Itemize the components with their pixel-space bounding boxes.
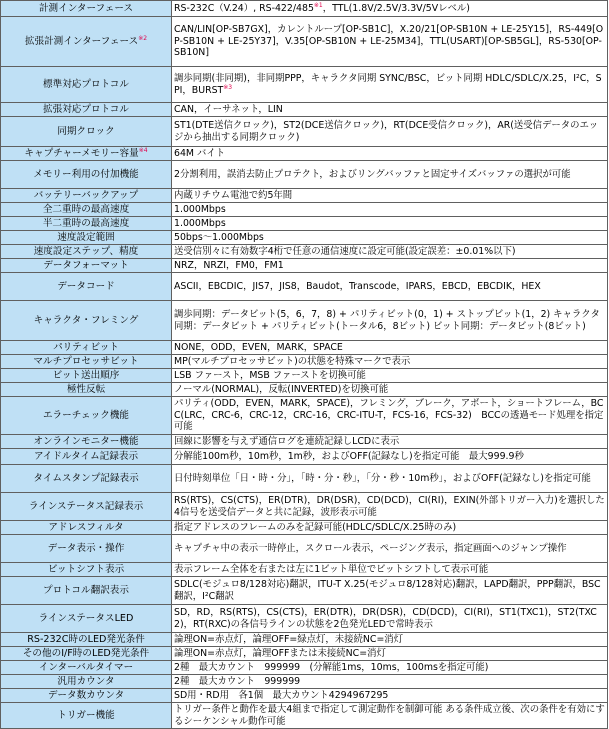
row-label: 拡張対応プロトコル [1, 103, 172, 117]
row-value: 送受信別々に有効数字4桁で任意の通信速度に設定可能(設定誤差：±0.01%以下) [172, 245, 608, 259]
table-row [1, 189, 608, 203]
table-row [1, 103, 608, 117]
row-label: データフォーマット [1, 259, 172, 273]
row-value: 50bps～1.000Mbps [172, 231, 608, 245]
row-label: 汎用カウンタ [1, 675, 172, 689]
table-row [1, 493, 608, 521]
table-row [1, 675, 608, 689]
row-label: マルチプロセッサビット [1, 355, 172, 369]
row-label: バッテリーバックアップ [1, 189, 172, 203]
row-value: キャプチャ中の表示一時停止，スクロール表示，ページング表示，指定画面へのジャンプ操作 [172, 535, 608, 563]
table-row [1, 647, 608, 661]
row-value: 論理ON=赤点灯，論理OFFまたは未接続NC=消灯 [172, 647, 608, 661]
row-label: 速度設定ステップ、精度 [1, 245, 172, 259]
table-row [1, 117, 608, 147]
row-value: 1.000Mbps [172, 217, 608, 231]
row-label: 同期クロック [1, 117, 172, 147]
table-row [1, 67, 608, 103]
table-row [1, 689, 608, 703]
table-row [1, 521, 608, 535]
row-value: 日付時刻単位「日・時・分」，「時・分・秒」，「分・秒・10m秒」，およびOFF(記録なし)を指定可能 [172, 465, 608, 493]
table-row [1, 465, 608, 493]
table-row [1, 301, 608, 341]
row-label: データコード [1, 273, 172, 301]
row-value: ノーマル(NORMAL)，反転(INVERTED)を切換可能 [172, 383, 608, 397]
row-value: 調歩同期(非同期)，非同期PPP，キャラクタ同期 SYNC/BSC，ビット同期 HDLC/SDLC/X.25，I²C，SPI，BURST$^{※3}$ [172, 67, 608, 103]
row-value: 表示フレーム全体を右または左に1ビット単位でビットシフトして表示可能 [172, 563, 608, 577]
table-row [1, 369, 608, 383]
row-value: NRZ，NRZI，FM0，FM1 [172, 259, 608, 273]
row-label: その他のI/F時のLED発光条件 [1, 647, 172, 661]
row-value: ST1(DTE送信クロック)，ST2(DCE送信クロック)，RT(DCE受信クロック)，AR(送受信データのエッジから抽出する同期クロック) [172, 117, 608, 147]
table-row [1, 703, 608, 729]
footnote-mark: ※2 [138, 34, 148, 42]
row-value: 内蔵リチウム電池で約5年間 [172, 189, 608, 203]
table-row [1, 633, 608, 647]
row-label: パリティビット [1, 341, 172, 355]
table-row [1, 147, 608, 161]
row-label: キャプチャーメモリー容量$^{※4}$ [1, 147, 172, 161]
table-row [1, 435, 608, 449]
row-value: 64M バイト [172, 147, 608, 161]
footnote-mark: ※4 [138, 146, 148, 154]
row-label: メモリー利用の付加機能 [1, 161, 172, 189]
row-value: 回線に影響を与えず通信ログを連続記録しLCDに表示 [172, 435, 608, 449]
row-value: 調歩同期：データビット(5，6，7，8) + パリティビット(0，1) + ストップビット(1，2) キャラクタ同期：データビット + パリティビット(トータル6，8ビット) ビット同期：データビット(8ビット) [172, 301, 608, 341]
row-value: トリガー条件と動作を最大4組まで指定して測定動作を制御可能 ある条件成立後、次の条件を有効にするシーケンシャル動作可能 [172, 703, 608, 729]
table-row [1, 245, 608, 259]
row-value: ASCII，EBCDIC，JIS7，JIS8，Baudot，Transcode，IPARS，EBCD，EBCDIK，HEX [172, 273, 608, 301]
table-row [1, 231, 608, 245]
table-row [1, 341, 608, 355]
row-label: 極性反転 [1, 383, 172, 397]
row-label: 全二重時の最高速度 [1, 203, 172, 217]
row-value: 2種 最大カウント 999999 [172, 675, 608, 689]
footnote-mark: ※1 [313, 1, 323, 9]
table-row [1, 397, 608, 435]
table-row [1, 259, 608, 273]
row-label: インターバルタイマー [1, 661, 172, 675]
row-value: SD，RD，RS(RTS)，CS(CTS)，ER(DTR)，DR(DSR)，CD(DCD)，CI(RI)，ST1(TXC1)，ST2(TXC2)，RT(RXC)の各信号ラインの状態を2色発光LEDで常時表示 [172, 605, 608, 633]
row-value: CAN，イーサネット，LIN [172, 103, 608, 117]
row-value: 2種 最大カウント 999999 (分解能1ms，10ms，100msを指定可能) [172, 661, 608, 675]
row-value: SDLC(モジュロ8/128対応)翻訳，ITU-T X.25(モジュロ8/128対応)翻訳，LAPD翻訳，PPP翻訳，BSC翻訳，I²C翻訳 [172, 577, 608, 605]
row-label: トリガー機能 [1, 703, 172, 729]
table-row [1, 535, 608, 563]
row-label: アイドルタイム記録表示 [1, 449, 172, 465]
row-value: 2分割利用，誤消去防止プロテクト，およびリングバッファと固定サイズバッファの選択が可能 [172, 161, 608, 189]
row-label: ビットシフト表示 [1, 563, 172, 577]
row-value: RS(RTS)，CS(CTS)，ER(DTR)，DR(DSR)，CD(DCD)，CI(RI)，EXIN(外部トリガー入力)を選択した4信号を送受信データと共に記録，波形表示可能 [172, 493, 608, 521]
row-label: RS-232C時のLED発光条件 [1, 633, 172, 647]
row-label: オンラインモニター機能 [1, 435, 172, 449]
row-value: LSB ファースト，MSB ファーストを切換可能 [172, 369, 608, 383]
row-label: 標準対応プロトコル [1, 67, 172, 103]
row-label: ラインステータス記録表示 [1, 493, 172, 521]
table-row [1, 563, 608, 577]
table-row [1, 217, 608, 231]
row-value: MP(マルチプロセッサビット)の状態を特殊マークで表示 [172, 355, 608, 369]
row-label: ビット送出順序 [1, 369, 172, 383]
table-row [1, 273, 608, 301]
row-label: 拡張計測インターフェース$^{※2}$ [1, 17, 172, 67]
row-label: アドレスフィルタ [1, 521, 172, 535]
row-value: 分解能100m秒，10m秒，1m秒，およびOFF(記録なし)を指定可能 最大999.9秒 [172, 449, 608, 465]
row-value: 指定アドレスのフレームのみを記録可能(HDLC/SDLC/X.25時のみ) [172, 521, 608, 535]
row-label: データ表示・操作 [1, 535, 172, 563]
table-row [1, 203, 608, 217]
row-value: CAN/LIN[OP-SB7GX]，カレントループ[OP-SB1C]，X.20/21[OP-SB10N + LE-25Y15]，RS-449[OP-SB10N + LE-25Y37]，V.35[OP-SB10N + LE-25M34]，TTL(USART)[OP-SB5GL]，RS-530[OP-SB10N] [172, 17, 608, 67]
table-row [1, 1, 608, 17]
table-row [1, 355, 608, 369]
table-row [1, 17, 608, 67]
row-value: 1.000Mbps [172, 203, 608, 217]
row-label: プロトコル翻訳表示 [1, 577, 172, 605]
row-label: 計測インターフェース [1, 1, 172, 17]
row-label: エラーチェック機能 [1, 397, 172, 435]
row-label: ラインステータスLED [1, 605, 172, 633]
table-row [1, 605, 608, 633]
row-label: データ数カウンタ [1, 689, 172, 703]
table-row [1, 161, 608, 189]
row-value: 論理ON=赤点灯，論理OFF=緑点灯，未接続NC=消灯 [172, 633, 608, 647]
row-label: 速度設定範囲 [1, 231, 172, 245]
row-value: パリティ(ODD，EVEN，MARK，SPACE)，フレミング，ブレーク，アボート，ショートフレーム，BCC(LRC，CRC-6，CRC-12，CRC-16，CRC-ITU-T，FCS-16，FCS-32) BCCの透過モード処理を指定可能 [172, 397, 608, 435]
row-value: SD用・RD用 各1個 最大カウント4294967295 [172, 689, 608, 703]
row-label: キャラクタ・フレミング [1, 301, 172, 341]
row-label: タイムスタンプ記録表示 [1, 465, 172, 493]
table-row [1, 577, 608, 605]
footnote-mark: ※3 [223, 83, 233, 91]
table-row [1, 661, 608, 675]
row-value: NONE，ODD，EVEN，MARK，SPACE [172, 341, 608, 355]
table-row [1, 383, 608, 397]
row-value: RS-232C（V.24）, RS-422/485$^{※1}$，TTL(1.8V/2.5V/3.3V/5Vレベル) [172, 1, 608, 17]
table-row [1, 449, 608, 465]
row-label: 半二重時の最高速度 [1, 217, 172, 231]
